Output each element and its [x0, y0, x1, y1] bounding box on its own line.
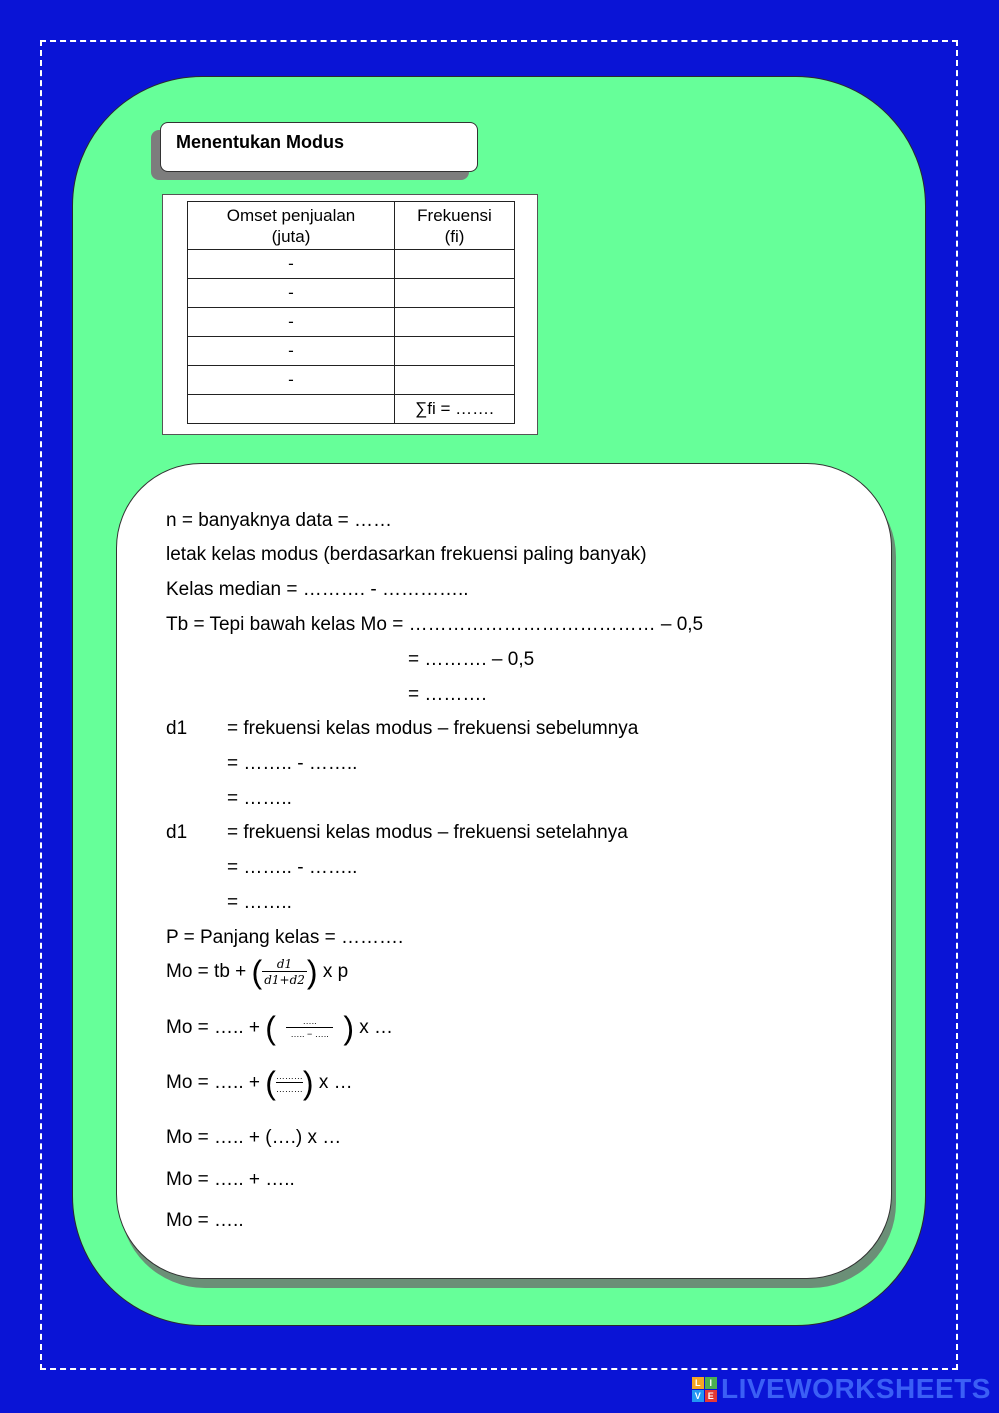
- line-d2-calc: = …….. - ……..: [227, 857, 358, 878]
- line-d2-def: = frekuensi kelas modus – frekuensi setelahnya: [227, 822, 628, 843]
- formula-mo-4: Mo = ….. + (….) x …: [166, 1127, 342, 1148]
- freq-cell[interactable]: [395, 366, 515, 395]
- formula-mo-3: [166, 1067, 353, 1099]
- line-tb-3: = ……….: [408, 684, 487, 705]
- formula-mo-2: [166, 1012, 393, 1044]
- liveworksheets-watermark: [692, 1374, 991, 1404]
- logo-letter: L: [692, 1377, 704, 1389]
- line-letak: letak kelas modus (berdasarkan frekuensi paling banyak): [166, 544, 647, 565]
- fraction-blank[interactable]: [286, 1016, 332, 1040]
- freq-cell[interactable]: [395, 337, 515, 366]
- header-frekuensi-line1: Frekuensi: [417, 205, 492, 225]
- empty-cell: [188, 395, 395, 424]
- logo-letter: E: [705, 1390, 717, 1402]
- freq-cell[interactable]: [395, 308, 515, 337]
- formula-mo-6: Mo = …..: [166, 1210, 244, 1231]
- line-d1-calc: = …….. - ……..: [227, 753, 358, 774]
- range-cell[interactable]: -: [188, 250, 395, 279]
- range-cell[interactable]: -: [188, 279, 395, 308]
- table-row: [188, 337, 515, 366]
- logo-letter: I: [705, 1377, 717, 1389]
- label-d1: d1: [166, 718, 188, 739]
- paren-open: (: [251, 954, 263, 990]
- fraction-denominator: ….. − …..: [286, 1027, 332, 1040]
- paren-close: ): [302, 1065, 314, 1101]
- paren-close: ): [343, 1010, 354, 1046]
- table-total-row: [188, 395, 515, 424]
- line-d2-res: = ……..: [227, 892, 292, 913]
- mo1-pre: Mo = tb +: [166, 961, 252, 983]
- frequency-table: [187, 201, 515, 424]
- freq-cell[interactable]: [395, 250, 515, 279]
- header-frekuensi: [395, 202, 515, 250]
- fraction-d1: [262, 957, 307, 988]
- line-tb-2: = ………. – 0,5: [408, 649, 535, 670]
- mo2-pre: Mo = ….. +: [166, 1017, 266, 1039]
- header-omset-line1: Omset penjualan: [226, 205, 356, 225]
- sum-fi-cell[interactable]: ∑fi = …….: [395, 395, 515, 424]
- liveworksheets-logo-icon: [692, 1377, 717, 1402]
- line-tb: Tb = Tepi bawah kelas Mo = ………………………………… – 0,5: [166, 614, 704, 635]
- table-row: [188, 279, 515, 308]
- label-d2: d1: [166, 822, 188, 843]
- line-p: P = Panjang kelas = ……….: [166, 927, 404, 948]
- header-omset: [188, 202, 395, 250]
- fraction-numerator: d1: [276, 956, 293, 971]
- range-cell[interactable]: -: [188, 308, 395, 337]
- mo2-post: x …: [353, 1017, 394, 1039]
- fraction-numerator: ………: [275, 1071, 303, 1081]
- header-frekuensi-line2: (fi): [444, 226, 465, 246]
- fraction-blank[interactable]: [276, 1071, 303, 1095]
- paren-open: (: [265, 1065, 276, 1101]
- fraction-denominator: d1+d2: [264, 972, 305, 987]
- table-row: [188, 366, 515, 395]
- line-d1-res: = ……..: [227, 788, 292, 809]
- range-cell[interactable]: -: [188, 337, 395, 366]
- range-cell[interactable]: -: [188, 366, 395, 395]
- line-kelas-median: Kelas median = ………. - …………..: [166, 579, 469, 600]
- mo3-post: x …: [313, 1072, 353, 1094]
- line-n: n = banyaknya data = ……: [166, 510, 393, 531]
- fraction-denominator: ………: [275, 1084, 303, 1094]
- paren-open: (: [265, 1010, 276, 1046]
- table-row: [188, 308, 515, 337]
- line-d1-def: = frekuensi kelas modus – frekuensi sebelumnya: [227, 718, 639, 739]
- logo-letter: V: [692, 1390, 704, 1402]
- paren-close: ): [306, 954, 318, 990]
- mo1-post: x p: [317, 961, 349, 983]
- header-omset-line2: (juta): [271, 226, 311, 246]
- watermark-text: LIVEWORKSHEETS: [721, 1373, 991, 1404]
- freq-cell[interactable]: [395, 279, 515, 308]
- formula-mo-5: Mo = ….. + …..: [166, 1169, 295, 1190]
- mo3-pre: Mo = ….. +: [166, 1072, 266, 1094]
- page-title: Menentukan Modus: [160, 122, 478, 172]
- table-row: [188, 250, 515, 279]
- fraction-numerator: …..: [302, 1016, 317, 1026]
- formula-mo-1: [166, 956, 348, 988]
